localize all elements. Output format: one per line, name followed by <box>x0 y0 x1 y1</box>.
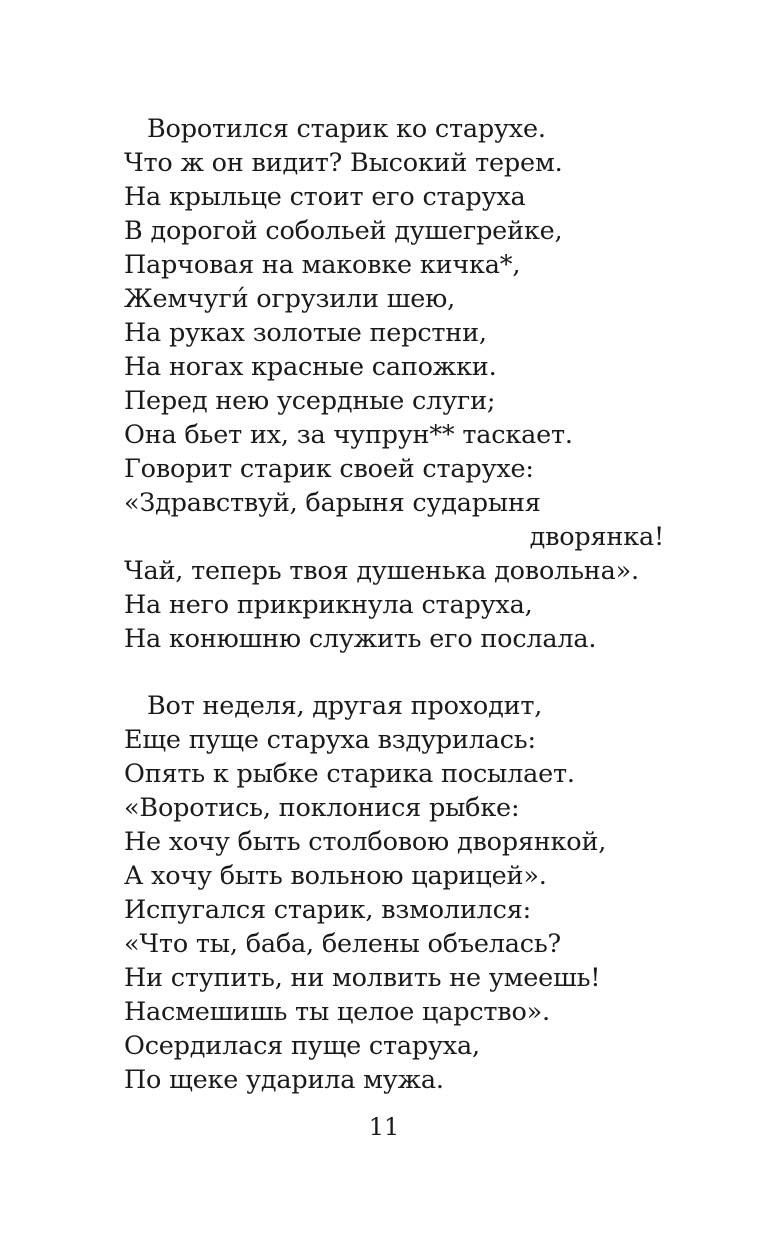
poem-line: На руках золотые перстни, <box>124 318 487 348</box>
poem-line-continuation: дворянка! <box>529 522 664 552</box>
poem-line: Осердилася пуще старуха, <box>124 1031 480 1061</box>
poem-line: На него прикрикнула старуха, <box>124 590 533 620</box>
poem-text <box>124 112 684 1097</box>
poem-line: А хочу быть вольною царицей». <box>124 861 547 891</box>
poem-line: «Что ты, баба, белены объелась? <box>124 929 561 959</box>
poem-line: На конюшню служить его послала. <box>124 624 597 654</box>
poem-line: На крыльце стоит его старуха <box>124 182 526 212</box>
poem-line: На ногах красные сапожки. <box>124 352 497 382</box>
poem-line: Вот неделя, другая проходит, <box>147 691 543 721</box>
stanza-2 <box>124 689 684 1097</box>
poem-line: По щеке ударила мужа. <box>124 1065 444 1095</box>
poem-line: Опять к рыбке старика посылает. <box>124 759 575 789</box>
poem-line: «Здравствуй, барыня сударыня <box>124 488 541 518</box>
page-number: 11 <box>368 1113 400 1141</box>
poem-line: Парчовая на маковке кичка*, <box>124 250 521 280</box>
poem-line: Чай, теперь твоя душенька довольна». <box>124 556 639 586</box>
poem-line: Воротился старик ко старухе. <box>147 114 546 144</box>
poem-line: Испугался старик, взмолился: <box>124 895 532 925</box>
poem-line: Ни ступить, ни молвить не умеешь! <box>124 963 601 993</box>
poem-line: Не хочу быть столбовою дворянкой, <box>124 827 607 857</box>
poem-line: В дорогой собольей душегрейке, <box>124 216 563 246</box>
poem-line: Перед нею усердные слуги; <box>124 386 496 416</box>
stanza-1 <box>124 112 684 656</box>
poem-line: Жемчуги́ огрузили шею, <box>124 284 456 314</box>
poem-line: Она бьет их, за чупрун** таскает. <box>124 420 573 450</box>
poem-line: Говорит старик своей старухе: <box>124 454 534 484</box>
poem-line: «Воротись, поклонися рыбке: <box>124 793 520 823</box>
poem-line: Еще пуще старуха вздурилась: <box>124 725 536 755</box>
poem-line: Что ж он видит? Высокий терем. <box>124 148 563 178</box>
poem-line: Насмешишь ты целое царство». <box>124 997 550 1027</box>
